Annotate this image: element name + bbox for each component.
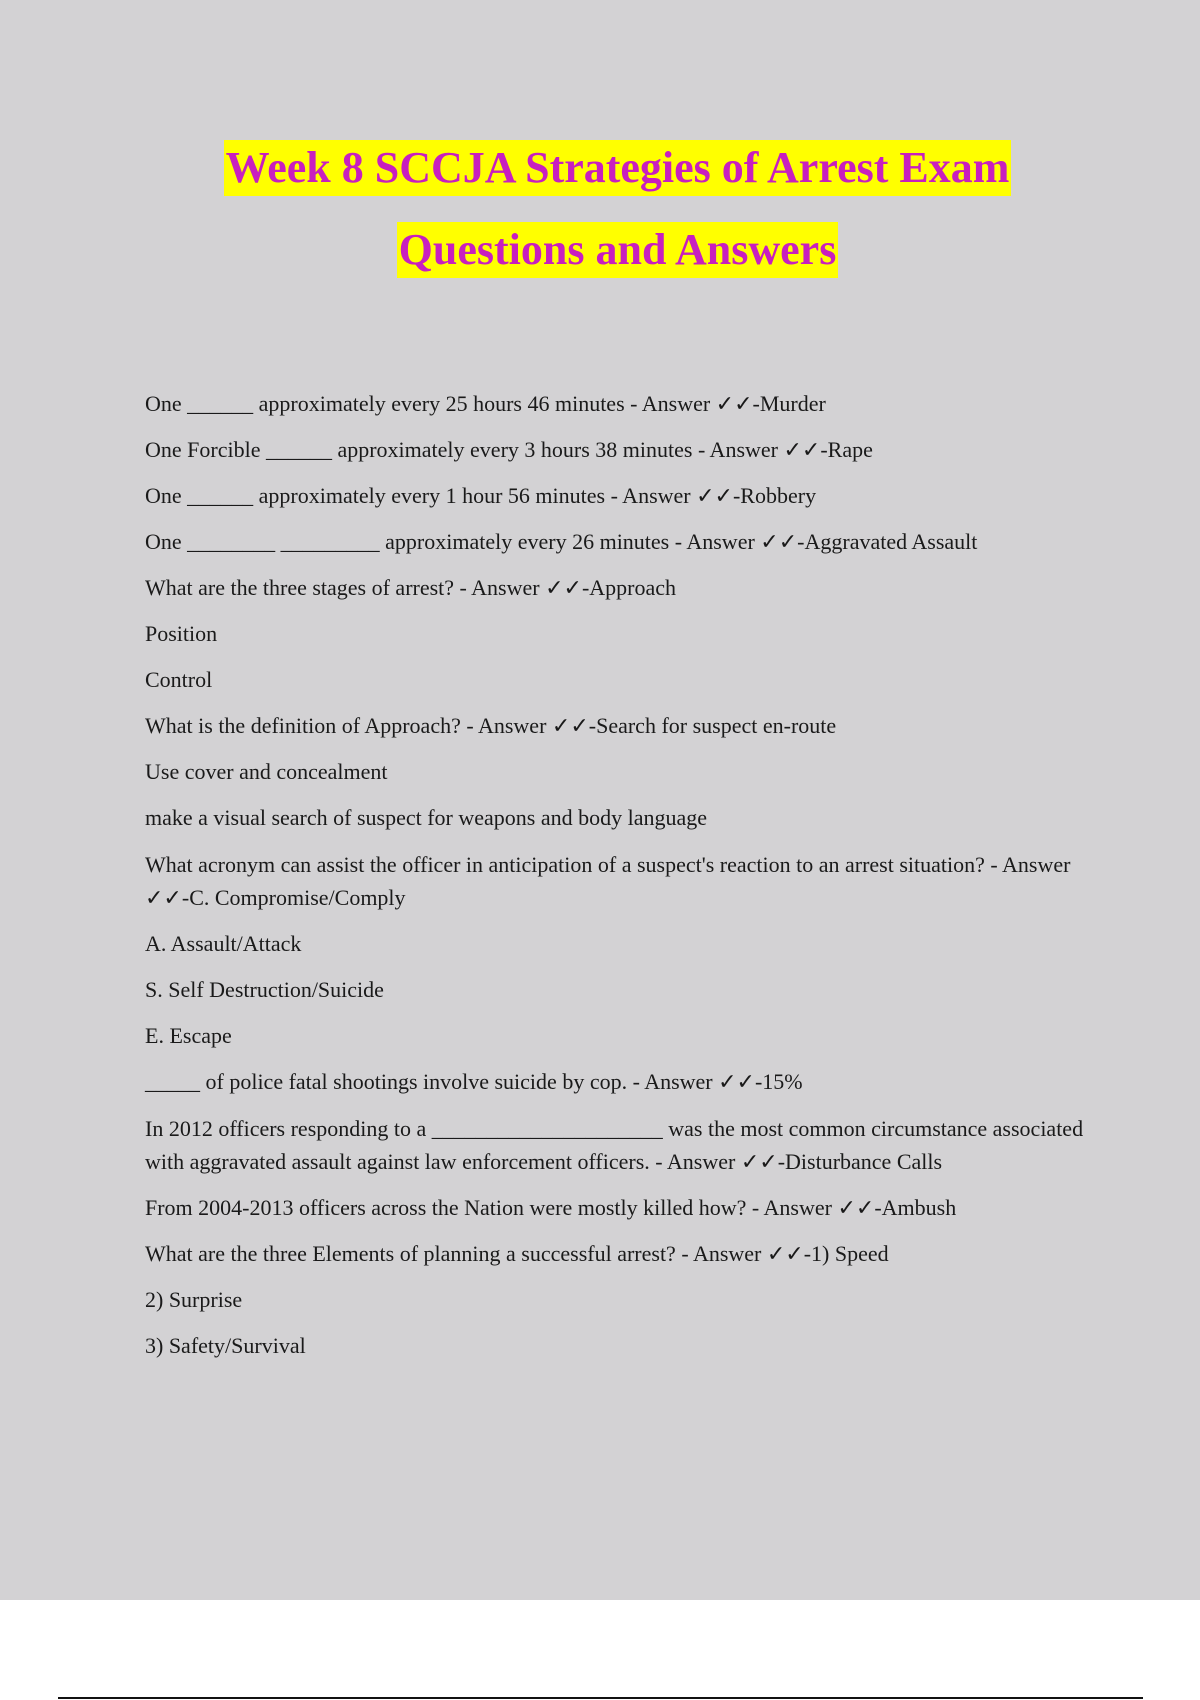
qa-line: _____ of police fatal shootings involve suicide by cop. - Answer ✓✓-15% (145, 1069, 803, 1094)
qa-line: From 2004-2013 officers across the Nation were mostly killed how? - Answer ✓✓-Ambush (145, 1195, 957, 1220)
title-line-2: Questions and Answers (397, 222, 839, 278)
qa-line: A. Assault/Attack (145, 931, 302, 956)
qa-content (145, 388, 1090, 1376)
qa-line: What is the definition of Approach? - Answer ✓✓-Search for suspect en-route (145, 713, 837, 738)
qa-line: What acronym can assist the officer in anticipation of a suspect's reaction to an arrest situation? - Answer ✓✓-C. Compromise/Comply (145, 852, 1071, 910)
qa-line: make a visual search of suspect for weapons and body language (145, 805, 708, 830)
qa-line: What are the three Elements of planning a successful arrest? - Answer ✓✓-1) Speed (145, 1241, 889, 1266)
qa-line: One ______ approximately every 1 hour 56 minutes - Answer ✓✓-Robbery (145, 483, 817, 508)
qa-line: One Forcible ______ approximately every 3 hours 38 minutes - Answer ✓✓-Rape (145, 437, 873, 462)
page-bottom-rule (58, 1697, 1143, 1699)
qa-line: S. Self Destruction/Suicide (145, 977, 384, 1002)
qa-line: What are the three stages of arrest? - Answer ✓✓-Approach (145, 575, 677, 600)
qa-line: One ______ approximately every 25 hours 46 minutes - Answer ✓✓-Murder (145, 391, 826, 416)
qa-line: Control (145, 667, 213, 692)
qa-line: Use cover and concealment (145, 759, 388, 784)
title-line-1: Week 8 SCCJA Strategies of Arrest Exam (224, 140, 1012, 196)
qa-line: E. Escape (145, 1023, 232, 1048)
qa-line: 3) Safety/Survival (145, 1333, 306, 1358)
qa-line: In 2012 officers responding to a _____________________ was the most common circumstance associated with aggravated assault against law enforcement officers. - Answer ✓✓-Disturbance Calls (145, 1116, 1084, 1174)
document-title (0, 140, 1200, 304)
qa-line: Position (145, 621, 218, 646)
qa-line: One ________ _________ approximately every 26 minutes - Answer ✓✓-Aggravated Assault (145, 529, 978, 554)
qa-line: 2) Surprise (145, 1287, 243, 1312)
